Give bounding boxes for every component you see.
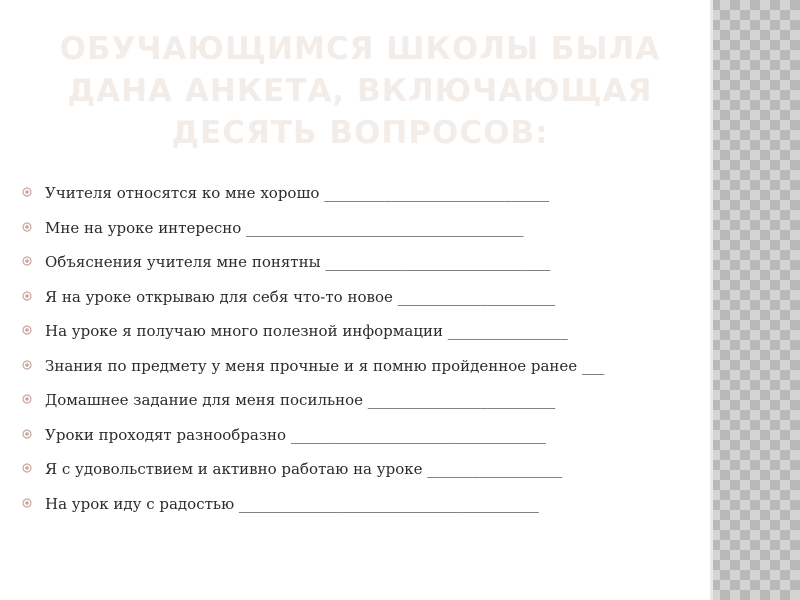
list-item-text: Я на уроке открываю для себя что-то новое _____________________ xyxy=(45,287,556,306)
bullet-icon xyxy=(22,360,32,370)
list-item xyxy=(22,253,702,288)
list-item-text: Мне на уроке интересно _____________________________________ xyxy=(45,218,524,237)
list-item xyxy=(22,184,702,219)
list-item-text: Объяснения учителя мне понятны ______________________________ xyxy=(45,253,551,271)
list-item xyxy=(22,322,702,357)
bullet-icon xyxy=(22,291,32,301)
bullet-icon xyxy=(22,256,32,266)
list-item-text: На урок иду с радостью ________________________________________ xyxy=(45,494,539,513)
list-item xyxy=(22,426,702,461)
list-item xyxy=(22,495,702,530)
bullet-icon xyxy=(22,394,32,404)
bullet-icon xyxy=(22,498,32,508)
bullet-icon xyxy=(22,187,32,197)
list-item xyxy=(22,288,702,323)
list-item xyxy=(22,219,702,254)
list-item xyxy=(22,357,702,392)
list-item xyxy=(22,391,702,426)
list-item-text: Знания по предмету у меня прочные и я помню пройденное ранее ___ xyxy=(45,356,605,375)
decorative-side-band xyxy=(710,0,800,600)
slide-title: ОБУЧАЮЩИМСЯ ШКОЛЫ БЫЛА ДАНА АНКЕТА, ВКЛЮЧАЮЩАЯ ДЕСЯТЬ ВОПРОСОВ: xyxy=(59,31,661,151)
list-item-text: Я с удовольствием и активно работаю на уроке __________________ xyxy=(45,460,563,478)
bullet-icon xyxy=(22,429,32,439)
bullet-icon xyxy=(22,222,32,232)
list-item-text: На уроке я получаю много полезной информации ________________ xyxy=(45,322,568,340)
list-item-text: Учителя относятся ко мне хорошо ______________________________ xyxy=(45,184,550,202)
bullet-icon xyxy=(22,325,32,335)
list-item-text: Домашнее задание для меня посильное _________________________ xyxy=(45,391,556,409)
questionnaire-list xyxy=(22,184,702,529)
list-item xyxy=(22,460,702,495)
bullet-icon xyxy=(22,463,32,473)
list-item-text: Уроки проходят разнообразно __________________________________ xyxy=(45,425,546,444)
